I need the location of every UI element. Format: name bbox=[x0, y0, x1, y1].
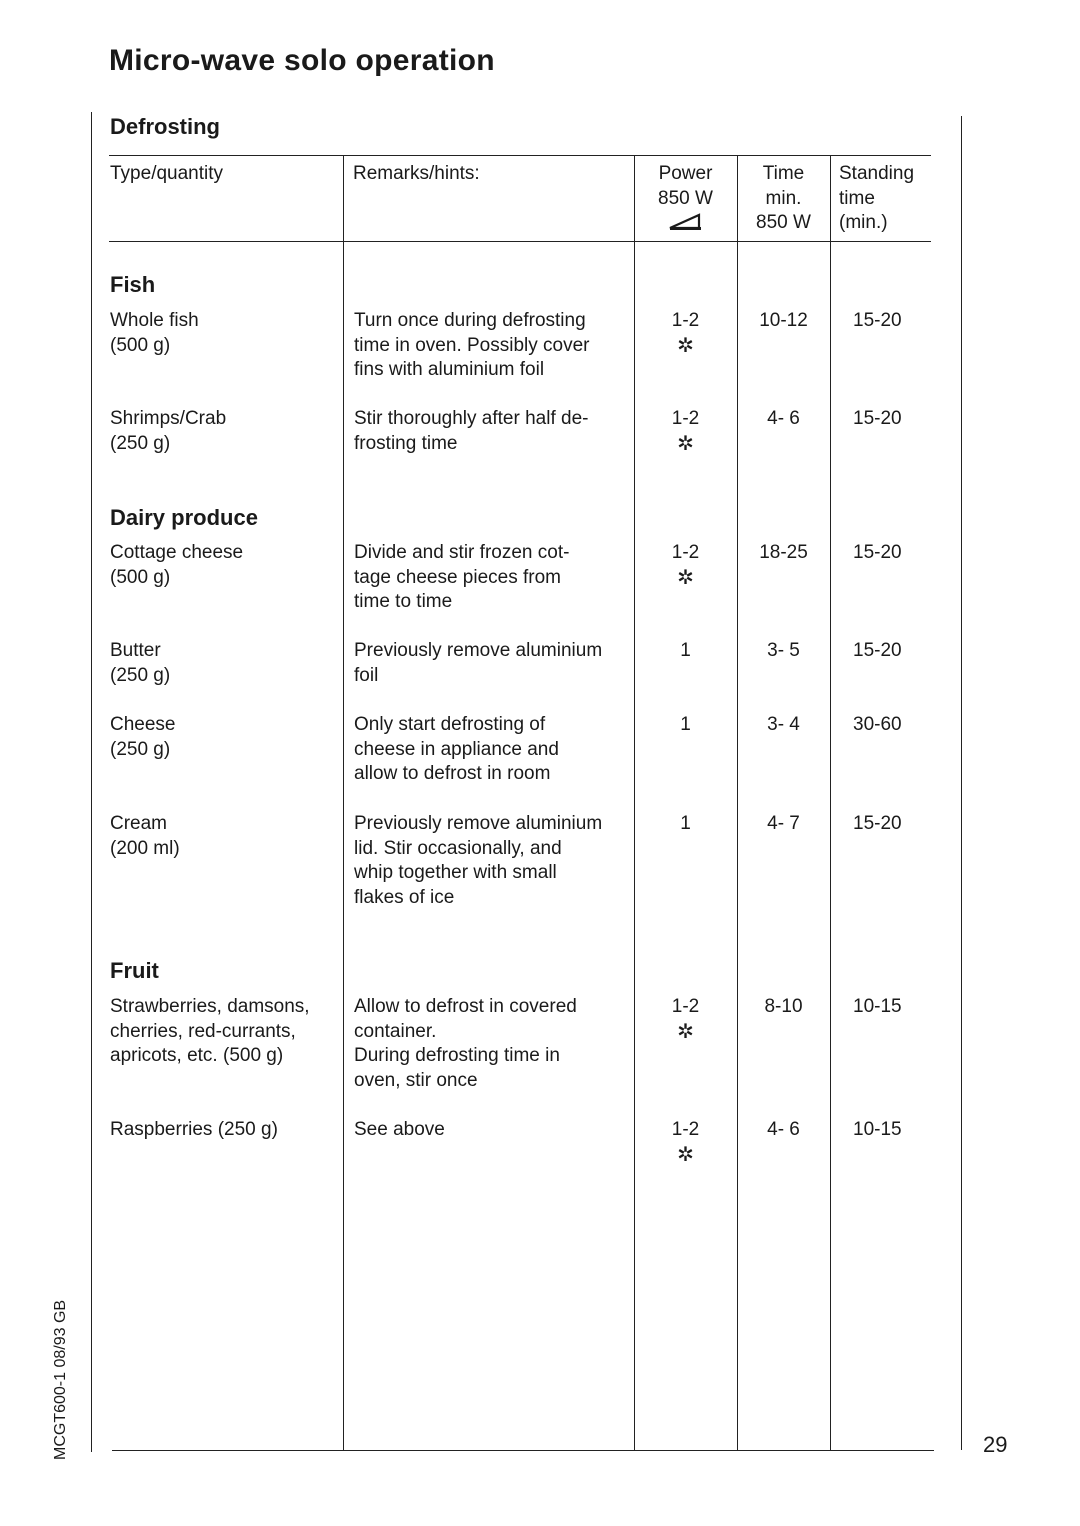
header-standing-line: time bbox=[839, 187, 875, 209]
cell-line: (500 g) bbox=[110, 334, 171, 356]
section-heading-dairy: Dairy produce bbox=[110, 505, 258, 530]
cell-line: oven, stir once bbox=[354, 1069, 478, 1091]
cell-power bbox=[634, 309, 737, 358]
cell-line: 1-2 bbox=[671, 542, 700, 563]
microwave-power-icon bbox=[668, 213, 704, 231]
header-time-line: Time bbox=[762, 163, 805, 184]
cell-line: 1-2 bbox=[671, 310, 700, 331]
cell-remarks bbox=[354, 541, 569, 615]
table-top-rule bbox=[109, 155, 931, 156]
cell-remarks bbox=[354, 995, 577, 1093]
cell-standing: 15-20 bbox=[853, 813, 902, 834]
cell-line: container. bbox=[354, 1020, 437, 1042]
cell-time: 4- 6 bbox=[767, 408, 800, 429]
page-number: 29 bbox=[983, 1432, 1008, 1457]
cell-line: Raspberries (250 g) bbox=[110, 1119, 278, 1140]
cell-line: Cream bbox=[110, 813, 168, 834]
cell-line: Previously remove aluminium bbox=[354, 813, 603, 834]
cell-line: 1-2 bbox=[671, 1119, 700, 1140]
cell-type bbox=[110, 812, 180, 861]
cell-line: (200 ml) bbox=[110, 837, 180, 859]
cell-line: Cheese bbox=[110, 714, 176, 735]
cell-time: 18-25 bbox=[759, 542, 808, 563]
cell-line: (250 g) bbox=[110, 432, 171, 454]
cell-line: 1-2 bbox=[671, 408, 700, 429]
header-standing-line: Standing bbox=[839, 163, 915, 184]
cell-type bbox=[110, 309, 199, 358]
cell-line: foil bbox=[354, 664, 379, 686]
cell-standing: 15-20 bbox=[853, 542, 902, 563]
cell-remarks bbox=[354, 639, 602, 688]
cell-time: 10-12 bbox=[759, 310, 808, 331]
defrost-snowflake-icon: ✲ bbox=[677, 1143, 694, 1166]
cell-line: Cottage cheese bbox=[110, 542, 244, 563]
cell-line: time in oven. Possibly cover bbox=[354, 334, 590, 356]
cell-time: 4- 7 bbox=[767, 813, 800, 834]
cell-line: cheese in appliance and bbox=[354, 738, 559, 760]
cell-type bbox=[110, 407, 226, 456]
cell-standing: 10-15 bbox=[853, 1119, 902, 1140]
cell-standing: 30-60 bbox=[853, 714, 902, 735]
cell-standing: 10-15 bbox=[853, 996, 902, 1017]
defrost-snowflake-icon: ✲ bbox=[677, 334, 694, 357]
cell-standing: 15-20 bbox=[853, 310, 902, 331]
defrost-snowflake-icon: ✲ bbox=[677, 432, 694, 455]
table-header-rule bbox=[109, 241, 931, 242]
cell-line: Previously remove aluminium bbox=[354, 640, 603, 661]
cell-power: 1 bbox=[680, 813, 691, 834]
page-title: Micro-wave solo operation bbox=[109, 44, 495, 77]
cell-power bbox=[634, 541, 737, 590]
cell-remarks bbox=[354, 309, 590, 383]
cell-power: 1 bbox=[680, 640, 691, 661]
cell-time: 4- 6 bbox=[767, 1119, 800, 1140]
header-time-line: min. bbox=[765, 187, 802, 209]
header-power-line: 850 W bbox=[658, 187, 713, 209]
cell-line: fins with aluminium foil bbox=[354, 359, 545, 381]
cell-remarks bbox=[354, 713, 559, 787]
cell-line: cherries, red-currants, bbox=[110, 1020, 296, 1042]
cell-line: lid. Stir occasionally, and bbox=[354, 837, 562, 859]
section-heading-fish: Fish bbox=[110, 272, 156, 297]
cell-line: (250 g) bbox=[110, 738, 171, 760]
cell-line: (500 g) bbox=[110, 566, 171, 588]
cell-standing: 15-20 bbox=[853, 408, 902, 429]
cell-line: Allow to defrost in covered bbox=[354, 996, 577, 1017]
cell-time: 3- 4 bbox=[767, 714, 800, 735]
left-margin-rule bbox=[91, 112, 92, 1452]
cell-line: Strawberries, damsons, bbox=[110, 996, 310, 1017]
cell-line: allow to defrost in room bbox=[354, 763, 551, 785]
cell-line: (250 g) bbox=[110, 664, 171, 686]
cell-time: 3- 5 bbox=[767, 640, 800, 661]
header-time bbox=[737, 162, 830, 236]
cell-line: tage cheese pieces from bbox=[354, 566, 562, 588]
cell-line: Stir thoroughly after half de- bbox=[354, 408, 589, 429]
cell-line: Butter bbox=[110, 640, 161, 661]
cell-power bbox=[634, 1118, 737, 1167]
cell-power bbox=[634, 995, 737, 1044]
cell-line: Divide and stir frozen cot- bbox=[354, 542, 570, 563]
header-standing-time bbox=[839, 162, 914, 236]
defrost-snowflake-icon: ✲ bbox=[677, 1020, 694, 1043]
cell-remarks bbox=[354, 812, 602, 910]
cell-line: time to time bbox=[354, 591, 453, 613]
cell-standing: 15-20 bbox=[853, 640, 902, 661]
defrost-snowflake-icon: ✲ bbox=[677, 566, 694, 589]
column-divider bbox=[343, 155, 344, 1451]
header-type-quantity: Type/quantity bbox=[110, 163, 224, 184]
cell-line: Shrimps/Crab bbox=[110, 408, 227, 429]
cell-power bbox=[634, 407, 737, 456]
section-title-defrosting: Defrosting bbox=[110, 114, 220, 139]
cell-type bbox=[110, 995, 310, 1069]
cell-line: Turn once during defrosting bbox=[354, 310, 586, 331]
column-divider bbox=[830, 155, 831, 1451]
header-standing-line: (min.) bbox=[839, 212, 888, 234]
document-code: MCGT600-1 08/93 GB bbox=[52, 1299, 69, 1460]
cell-line: flakes of ice bbox=[354, 886, 455, 908]
cell-time: 8-10 bbox=[764, 996, 803, 1017]
cell-line: 1-2 bbox=[671, 996, 700, 1017]
cell-remarks bbox=[354, 1118, 445, 1143]
cell-power: 1 bbox=[680, 714, 691, 735]
cell-type bbox=[110, 713, 176, 762]
cell-type bbox=[110, 541, 243, 590]
cell-line: Whole fish bbox=[110, 310, 199, 331]
header-time-line: 850 W bbox=[756, 212, 811, 234]
header-remarks: Remarks/hints: bbox=[353, 163, 480, 184]
cell-remarks bbox=[354, 407, 588, 456]
cell-type bbox=[110, 1118, 278, 1143]
cell-type bbox=[110, 639, 170, 688]
header-power bbox=[634, 162, 737, 231]
cell-line: Only start defrosting of bbox=[354, 714, 546, 735]
cell-line: apricots, etc. (500 g) bbox=[110, 1045, 284, 1067]
cell-line: See above bbox=[354, 1119, 445, 1140]
right-margin-rule bbox=[961, 116, 962, 1450]
cell-line: whip together with small bbox=[354, 862, 557, 884]
header-power-line: Power bbox=[658, 163, 713, 184]
table-bottom-rule bbox=[112, 1450, 934, 1451]
column-divider bbox=[737, 155, 738, 1451]
cell-line: frosting time bbox=[354, 432, 458, 454]
cell-line: During defrosting time in bbox=[354, 1045, 560, 1067]
section-heading-fruit: Fruit bbox=[110, 958, 159, 983]
